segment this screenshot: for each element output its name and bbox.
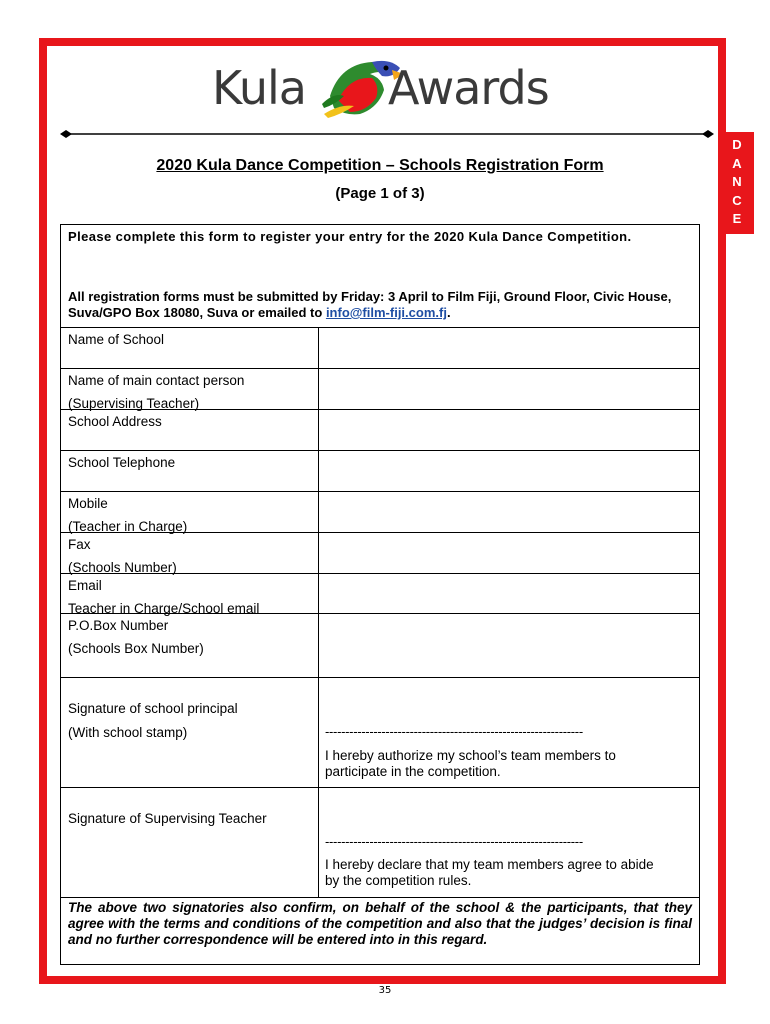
- side-tab-letter: C: [732, 192, 742, 208]
- field-row-po-box: [61, 613, 699, 677]
- field-label: School Telephone: [61, 451, 319, 491]
- teacher-declaration: I hereby declare that my team members agree to abide by the competition rules.: [325, 857, 654, 888]
- field-label: Mobile (Teacher in Charge): [61, 492, 319, 532]
- logo-word-awards: Awards: [388, 61, 549, 115]
- email-field[interactable]: [319, 574, 699, 613]
- signatory-confirmation-note: The above two signatories also confirm, on behalf of the school & the participants, that they agree with the terms and conditions of the competition and also that the judges’ decision is final and no further correspondence will be entered into in this regard.: [61, 897, 699, 948]
- field-label: P.O.Box Number (Schools Box Number): [61, 614, 319, 677]
- mobile-field[interactable]: [319, 492, 699, 532]
- field-row-email: [61, 573, 699, 616]
- form-title: 2020 Kula Dance Competition – Schools Registration Form: [156, 157, 604, 174]
- decorative-divider: [60, 127, 714, 141]
- kula-awards-logo: [212, 56, 592, 120]
- field-row-school-telephone: [61, 450, 699, 491]
- field-label: Name of main contact person (Supervising Teacher): [61, 369, 319, 409]
- teacher-signature-label: Signature of Supervising Teacher: [68, 811, 267, 826]
- field-label: Fax (Schools Number): [61, 533, 319, 573]
- field-row-school-name: [61, 327, 699, 368]
- page-number: 35: [378, 985, 392, 996]
- field-label: School Address: [61, 410, 319, 450]
- submission-email-link[interactable]: info@film-fiji.com.fj: [325, 305, 447, 320]
- po-box-field[interactable]: [319, 614, 699, 677]
- field-row-contact-person: [61, 368, 699, 409]
- side-tab-letter: A: [732, 155, 742, 171]
- dance-side-tab: [720, 132, 754, 234]
- school-address-field[interactable]: [319, 410, 699, 450]
- principal-signature-field[interactable]: [319, 678, 699, 787]
- principal-signature-label: Signature of school principal: [68, 701, 238, 716]
- logo-word-kula: Kula: [212, 61, 306, 115]
- submission-text: All registration forms must be submitted by Friday: 3 April to Film Fiji, Ground Floor, Civic House, Suva/GPO Box 18080, Suva or emailed to: [68, 289, 672, 320]
- principal-declaration: I hereby authorize my school’s team members to participate in the competition.: [325, 748, 616, 779]
- registration-form-table: [60, 224, 700, 965]
- field-row-principal-signature: [61, 677, 699, 787]
- field-label: Email Teacher in Charge/School email: [61, 574, 319, 613]
- field-row-fax: [61, 532, 699, 573]
- field-label: [61, 788, 319, 897]
- side-tab-letter: D: [732, 137, 742, 152]
- school-name-field[interactable]: [319, 328, 699, 368]
- submission-suffix: .: [446, 305, 451, 320]
- principal-stamp-label: (With school stamp): [68, 725, 188, 740]
- school-telephone-field[interactable]: [319, 451, 699, 491]
- intro-text: Please complete this form to register your entry for the 2020 Kula Dance Competition.: [68, 229, 632, 244]
- form-subtitle: (Page 1 of 3): [335, 185, 425, 202]
- field-label: [61, 678, 319, 787]
- submission-instructions: [68, 289, 692, 321]
- side-tab-letter: E: [732, 211, 742, 226]
- teacher-signature-field[interactable]: [319, 788, 699, 897]
- signature-line: ----------------------------------------------------------------: [325, 834, 583, 849]
- field-row-school-address: [61, 409, 699, 450]
- field-row-teacher-signature: [61, 787, 699, 897]
- contact-person-field[interactable]: [319, 369, 699, 409]
- field-label: Name of School: [61, 328, 319, 368]
- fax-field[interactable]: [319, 533, 699, 573]
- signature-line: ----------------------------------------------------------------: [325, 724, 583, 739]
- side-tab-letter: N: [732, 174, 742, 189]
- field-row-mobile: [61, 491, 699, 532]
